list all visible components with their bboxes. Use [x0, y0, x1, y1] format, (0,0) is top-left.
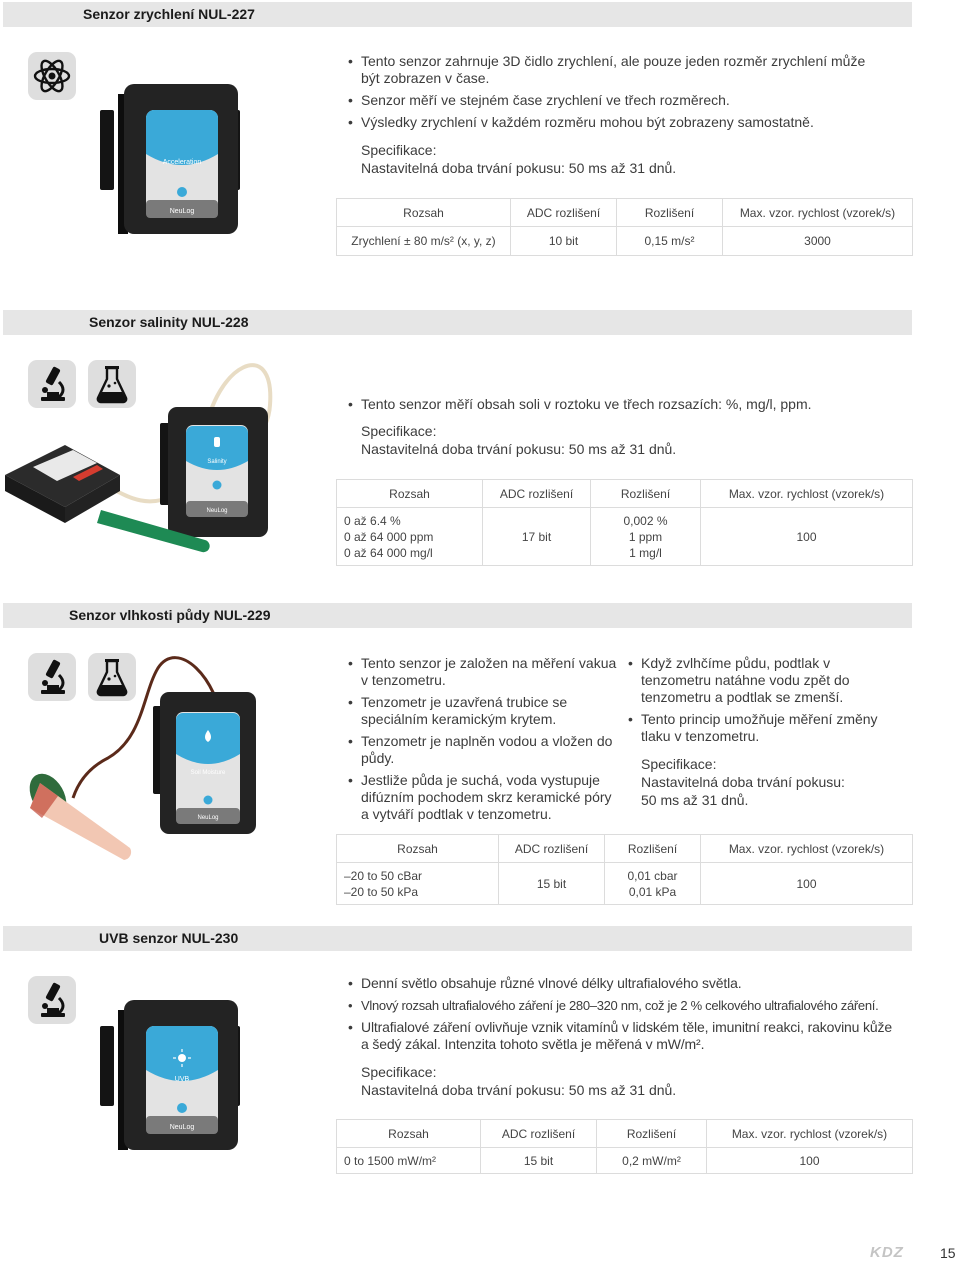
page-number: 15 [940, 1245, 956, 1261]
device-label: UVB [174, 1076, 190, 1083]
spec-text: Nastavitelná doba trvání pokusu: 50 ms až 31 dnů. [361, 1082, 677, 1098]
table-cell: 0,2 mW/m² [597, 1148, 707, 1174]
spec-text: Nastavitelná doba trvání pokusu: 50 ms až 31 dnů. [361, 160, 677, 176]
column-header: ADC rozlišení [499, 835, 605, 863]
list-item: • Denní světlo obsahuje různé vlnové délky ultrafialového světla. [348, 975, 903, 992]
table-cell: 10 bit [511, 227, 617, 256]
uvb-specification [361, 1063, 676, 1099]
section-header-acceleration [3, 2, 912, 27]
table-cell [591, 508, 701, 566]
column-header: Rozsah [337, 199, 511, 227]
column-header: Max. vzor. rychlost (vzorek/s) [701, 480, 913, 508]
soil-moisture-spec-table [336, 834, 913, 905]
table-cell: 100 [707, 1148, 913, 1174]
microscope-icon [33, 980, 71, 1020]
acceleration-spec-table [336, 198, 913, 256]
table-cell [337, 863, 499, 905]
spec-text: Nastavitelná doba trvání pokusu: [641, 774, 845, 790]
device-brand: NeuLog [169, 1124, 195, 1131]
table-cell: 17 bit [483, 508, 591, 566]
column-header: Rozsah [337, 835, 499, 863]
salinity-description-list [348, 396, 868, 418]
table-row [337, 227, 913, 256]
spec-label: Specifikace: [361, 423, 437, 439]
list-item: • Jestliže půda je suchá, voda vystupuje difúzním pochodem skrz keramické póry a vytváří podtlak v tenzometru. [348, 772, 623, 823]
table-cell: 0 to 1500 mW/m² [337, 1148, 481, 1174]
table-cell: Zrychlení ± 80 m/s² (x, y, z) [337, 227, 511, 256]
list-item: • Výsledky zrychlení v každém rozměru mohou být zobrazeny samostatně. [348, 114, 868, 131]
device-label: Acceleration [162, 159, 202, 166]
spec-label: Specifikace: [361, 142, 437, 158]
uvb-sensor-image [100, 998, 240, 1153]
soil-moisture-specification [641, 755, 845, 809]
section-header-soil-moisture [3, 603, 912, 628]
cell-line: –20 to 50 cBar [344, 868, 423, 883]
section-title: Senzor vlhkosti půdy NUL-229 [69, 607, 271, 623]
soil-moisture-sensor-image [18, 648, 263, 863]
column-header: ADC rozlišení [483, 480, 591, 508]
salinity-sensor-image [5, 345, 295, 560]
table-cell: 15 bit [499, 863, 605, 905]
list-item: • Tenzometr je naplněn vodou a vložen do půdy. [348, 733, 623, 767]
device-brand: NeuLog [169, 208, 195, 215]
salinity-specification [361, 422, 676, 458]
cell-line: 0 až 64 000 mg/l [344, 545, 433, 560]
table-cell [337, 508, 483, 566]
column-header: Rozsah [337, 1120, 481, 1148]
column-header: Rozlišení [605, 835, 701, 863]
list-item: • Tento senzor zahrnuje 3D čidlo zrychlení, ale pouze jeden rozměr zrychlení může být zobrazen v čase. [348, 53, 868, 87]
physics-category-badge [28, 52, 76, 100]
column-header: Rozlišení [591, 480, 701, 508]
spec-text: Nastavitelná doba trvání pokusu: 50 ms až 31 dnů. [361, 441, 677, 457]
column-header: Max. vzor. rychlost (vzorek/s) [723, 199, 913, 227]
acceleration-sensor-image [100, 82, 240, 237]
salinity-spec-table [336, 479, 913, 566]
acceleration-specification [361, 141, 676, 177]
table-row [337, 863, 913, 905]
section-title: UVB senzor NUL-230 [99, 930, 239, 946]
table-row [337, 508, 913, 566]
section-title: Senzor salinity NUL-228 [89, 314, 249, 330]
cell-line: 0 až 64 000 ppm [344, 529, 434, 544]
table-cell: 100 [701, 508, 913, 566]
column-header: ADC rozlišení [511, 199, 617, 227]
cell-line: 0,01 kPa [628, 884, 677, 899]
section-header-uvb [3, 926, 912, 951]
spec-label: Specifikace: [361, 1064, 437, 1080]
soil-moisture-description-left [348, 655, 623, 828]
list-item: • Tenzometr je uzavřená trubice se speciálním keramickým krytem. [348, 694, 623, 728]
list-item: • Vlnový rozsah ultrafialového záření je 280–320 nm, což je 2 % celkového ultrafialového záření. [348, 997, 903, 1014]
section-title: Senzor zrychlení NUL-227 [83, 6, 255, 22]
device-brand: NeuLog [206, 508, 228, 514]
column-header: Max. vzor. rychlost (vzorek/s) [707, 1120, 913, 1148]
section-header-salinity [3, 310, 912, 335]
table-cell: 0,15 m/s² [617, 227, 723, 256]
column-header: Rozlišení [597, 1120, 707, 1148]
column-header: Max. vzor. rychlost (vzorek/s) [701, 835, 913, 863]
publisher-logo: KDZ [870, 1244, 904, 1261]
cell-line: 1 ppm [628, 529, 663, 544]
atom-icon [32, 56, 72, 96]
list-item: • Když zvlhčíme půdu, podtlak v tenzometru natáhne vodu zpět do tenzometru a podtlak se zmenší. [628, 655, 903, 706]
cell-line: –20 to 50 kPa [344, 884, 419, 899]
uvb-spec-table [336, 1119, 913, 1174]
list-item: • Senzor měří ve stejném čase zrychlení ve třech rozměrech. [348, 92, 868, 109]
table-cell [605, 863, 701, 905]
column-header: ADC rozlišení [481, 1120, 597, 1148]
list-item: • Ultrafialové záření ovlivňuje vznik vitamínů v lidském těle, imunitní reakci, rakovinu kůže a šedý zákal. Intenzita tohoto světla je měřená v mW/m². [348, 1019, 903, 1053]
spec-label: Specifikace: [641, 756, 717, 772]
acceleration-description-list [348, 53, 868, 136]
table-cell: 100 [701, 863, 913, 905]
cell-line: 0 až 6.4 % [344, 513, 401, 528]
soil-moisture-description-right [628, 655, 903, 750]
list-item: • Tento senzor je založen na měření vakua v tenzometru. [348, 655, 623, 689]
table-cell: 15 bit [481, 1148, 597, 1174]
cell-line: 1 mg/l [629, 545, 662, 560]
cell-line: 0,01 cbar [627, 868, 678, 883]
device-label: Soil Moisture [190, 770, 226, 776]
list-item: • Tento senzor měří obsah soli v roztoku ve třech rozsazích: %, mg/l, ppm. [348, 396, 868, 413]
column-header: Rozsah [337, 480, 483, 508]
table-cell: 3000 [723, 227, 913, 256]
table-row [337, 1148, 913, 1174]
uvb-description-list [348, 975, 903, 1058]
device-brand: NeuLog [197, 815, 219, 821]
list-item: • Tento princip umožňuje měření změny tlaku v tenzometru. [628, 711, 903, 745]
cell-line: 0,002 % [623, 513, 668, 528]
column-header: Rozlišení [617, 199, 723, 227]
biology-category-badge [28, 976, 76, 1024]
device-label: Salinity [207, 459, 227, 465]
spec-text: 50 ms až 31 dnů. [641, 792, 749, 808]
